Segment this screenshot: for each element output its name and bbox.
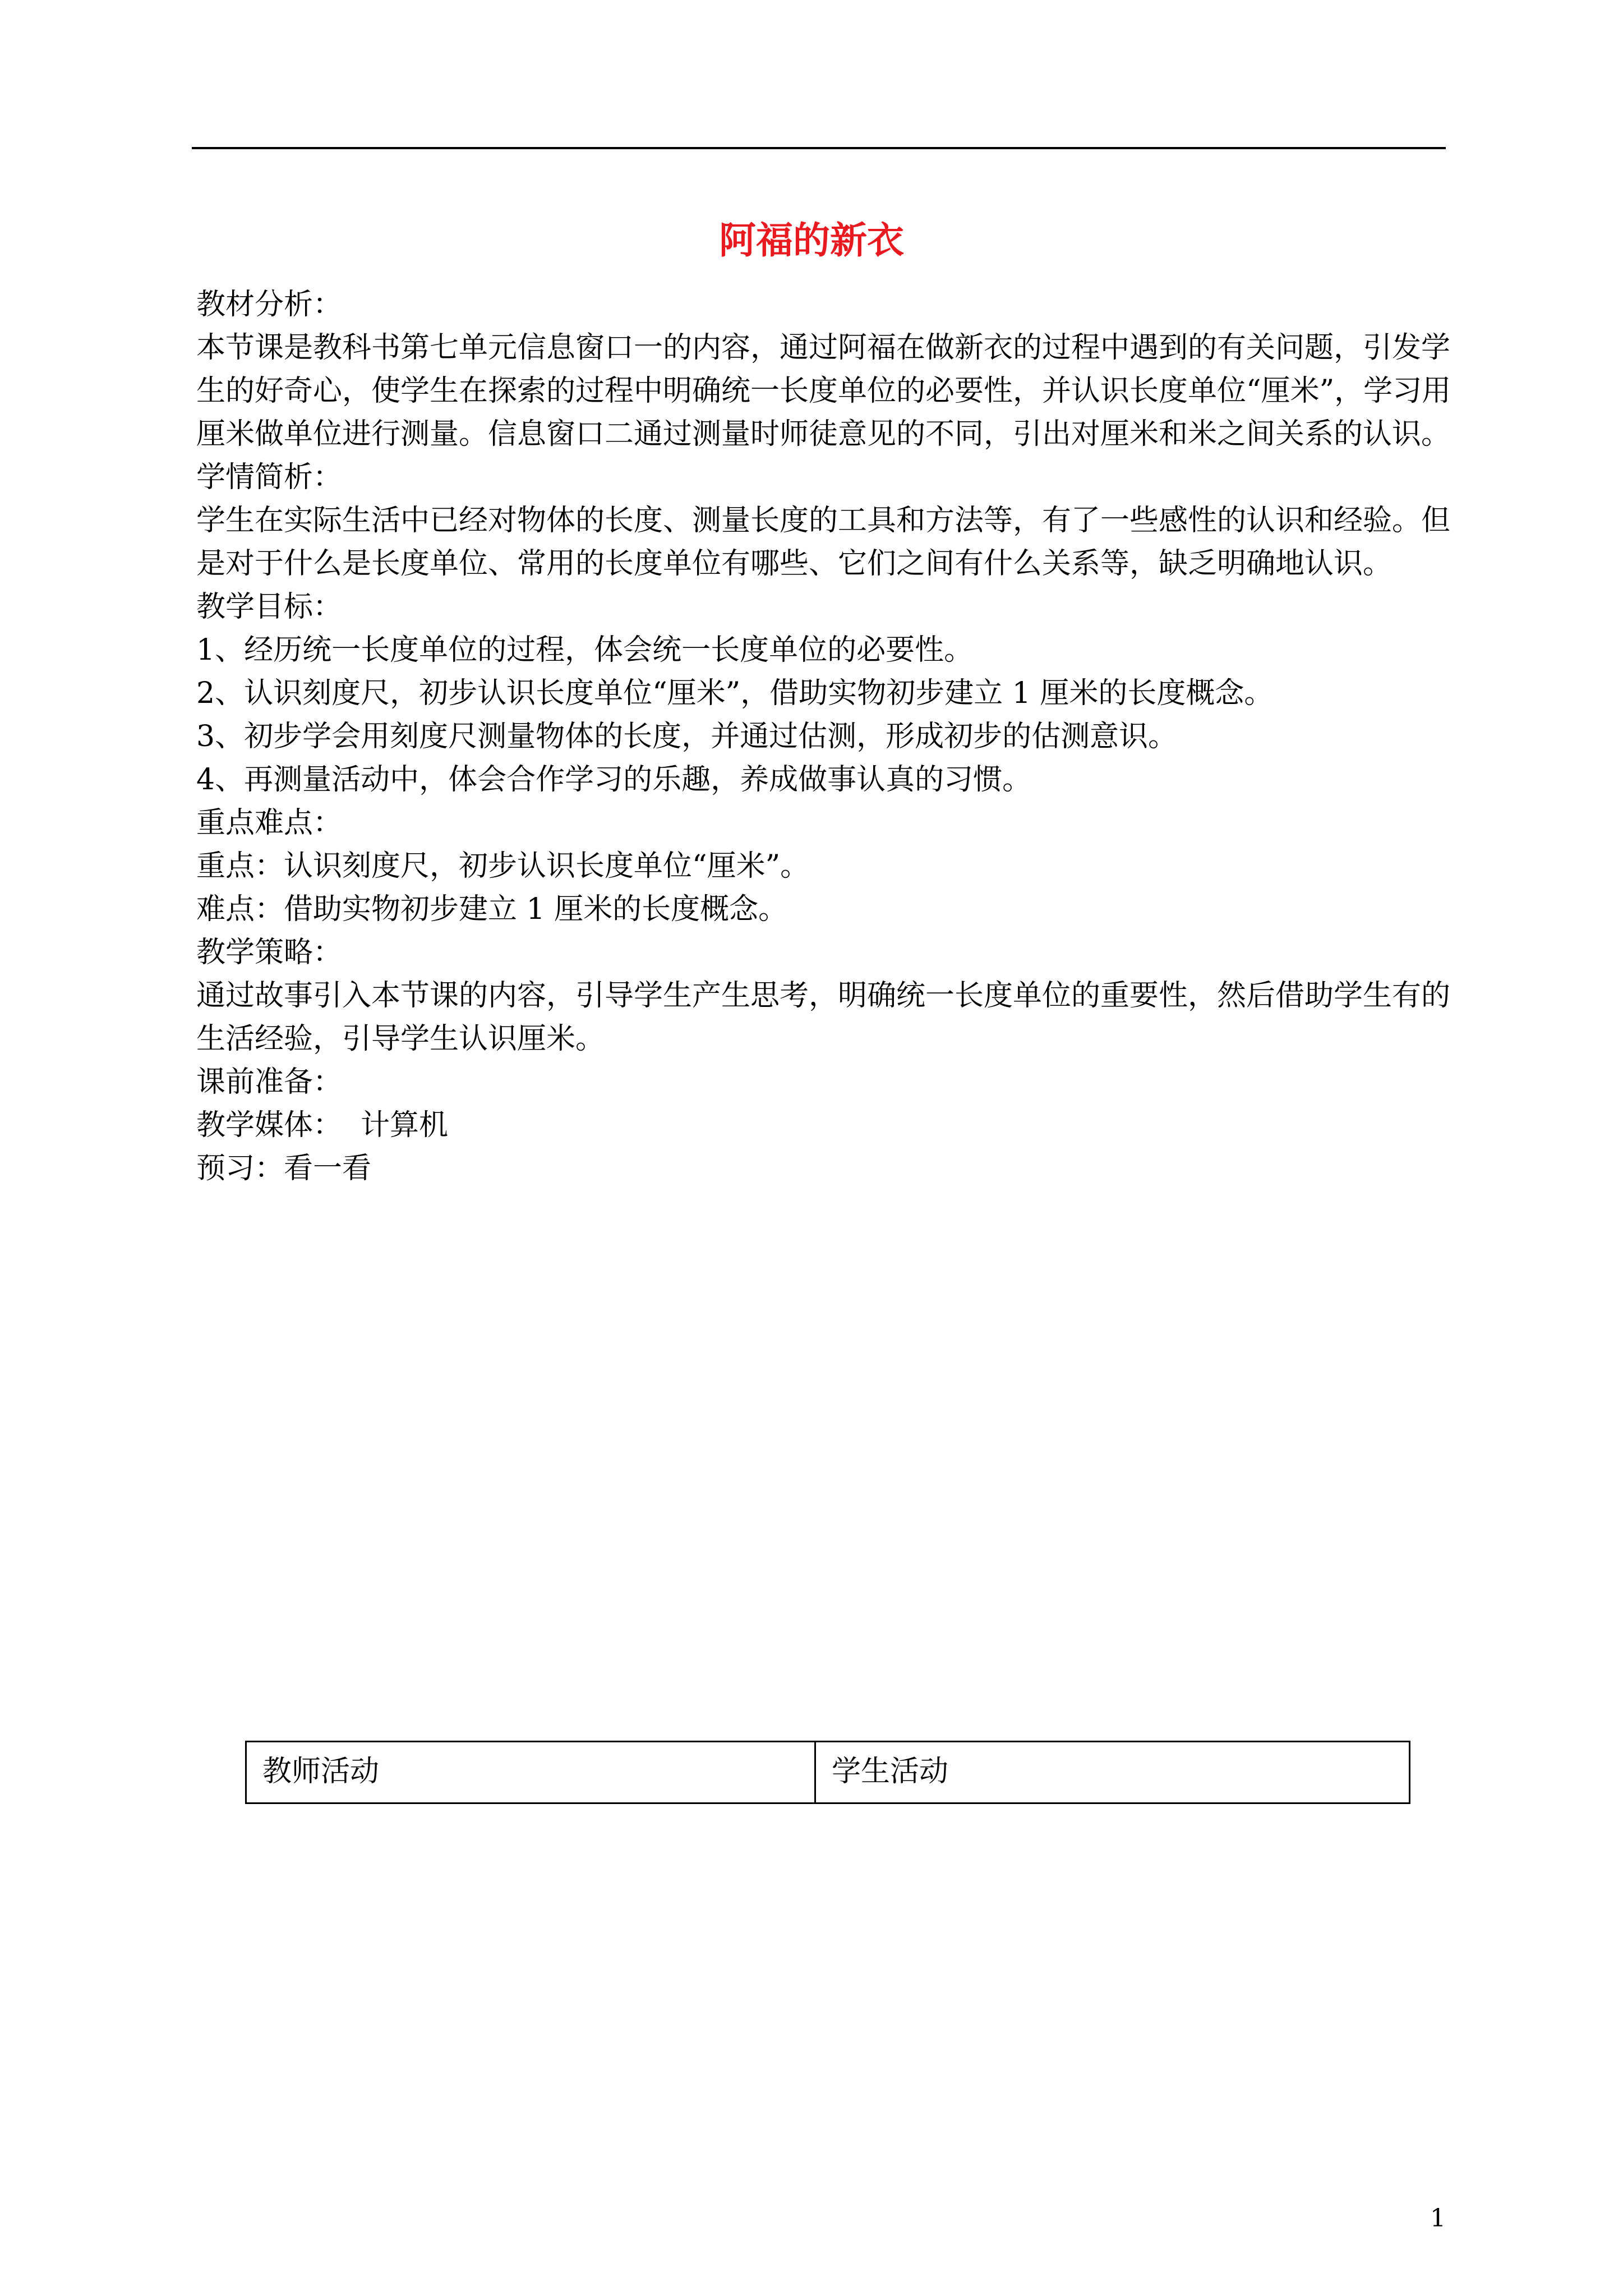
heading-teaching-goals: 教学目标： xyxy=(196,590,343,624)
student-activity-header: 学生活动 xyxy=(832,1755,949,1788)
goal-item: 1、经历统一长度单位的过程，体会统一长度单位的必要性。 xyxy=(196,633,974,667)
paragraph-line: 学生在实际生活中已经对物体的长度、测量长度的工具和方法等，有了一些感性的认识和经验。但 xyxy=(196,504,1451,537)
document-body xyxy=(196,283,1451,1190)
activity-table xyxy=(245,1741,1410,1804)
paragraph-line: 生活经验，引导学生认识厘米。 xyxy=(196,1022,605,1056)
page-number: 1 xyxy=(1430,2204,1446,2233)
goal-item: 3、初步学会用刻度尺测量物体的长度，并通过估测，形成初步的估测意识。 xyxy=(196,720,1178,753)
paragraph-line: 本节课是教科书第七单元信息窗口一的内容，通过阿福在做新衣的过程中遇到的有关问题，引发学 xyxy=(196,331,1451,365)
paragraph-line: 厘米做单位进行测量。信息窗口二通过测量时师徒意见的不同，引出对厘米和米之间关系的认识。 xyxy=(196,417,1451,451)
teacher-activity-header: 教师活动 xyxy=(247,1742,816,1802)
difficulty-item: 难点：借助实物初步建立 1 厘米的长度概念。 xyxy=(196,892,788,926)
document-title: 阿福的新衣 xyxy=(719,218,904,262)
goal-item: 2、认识刻度尺，初步认识长度单位“厘米”，借助实物初步建立 1 厘米的长度概念。 xyxy=(196,677,1274,710)
preview-line: 预习：看一看 xyxy=(196,1152,372,1185)
header-rule xyxy=(192,147,1446,149)
paragraph-line: 是对于什么是长度单位、常用的长度单位有哪些、它们之间有什么关系等，缺乏明确地认识。 xyxy=(196,547,1393,581)
paragraph-line: 生的好奇心，使学生在探索的过程中明确统一长度单位的必要性，并认识长度单位“厘米”，学习用 xyxy=(196,374,1451,408)
key-point-item: 重点：认识刻度尺，初步认识长度单位“厘米”。 xyxy=(196,849,810,883)
teaching-media-line: 教学媒体： 计算机 xyxy=(196,1108,449,1142)
heading-teaching-strategy: 教学策略： xyxy=(196,936,343,969)
heading-textbook-analysis: 教材分析： xyxy=(196,288,343,321)
heading-key-points: 重点难点： xyxy=(196,806,343,840)
heading-student-analysis: 学情简析： xyxy=(196,461,343,494)
paragraph-line: 通过故事引入本节课的内容，引导学生产生思考，明确统一长度单位的重要性，然后借助学生有的 xyxy=(196,979,1451,1013)
heading-preparation: 课前准备： xyxy=(196,1065,343,1099)
goal-item: 4、再测量活动中，体会合作学习的乐趣，养成做事认真的习惯。 xyxy=(196,763,1032,797)
